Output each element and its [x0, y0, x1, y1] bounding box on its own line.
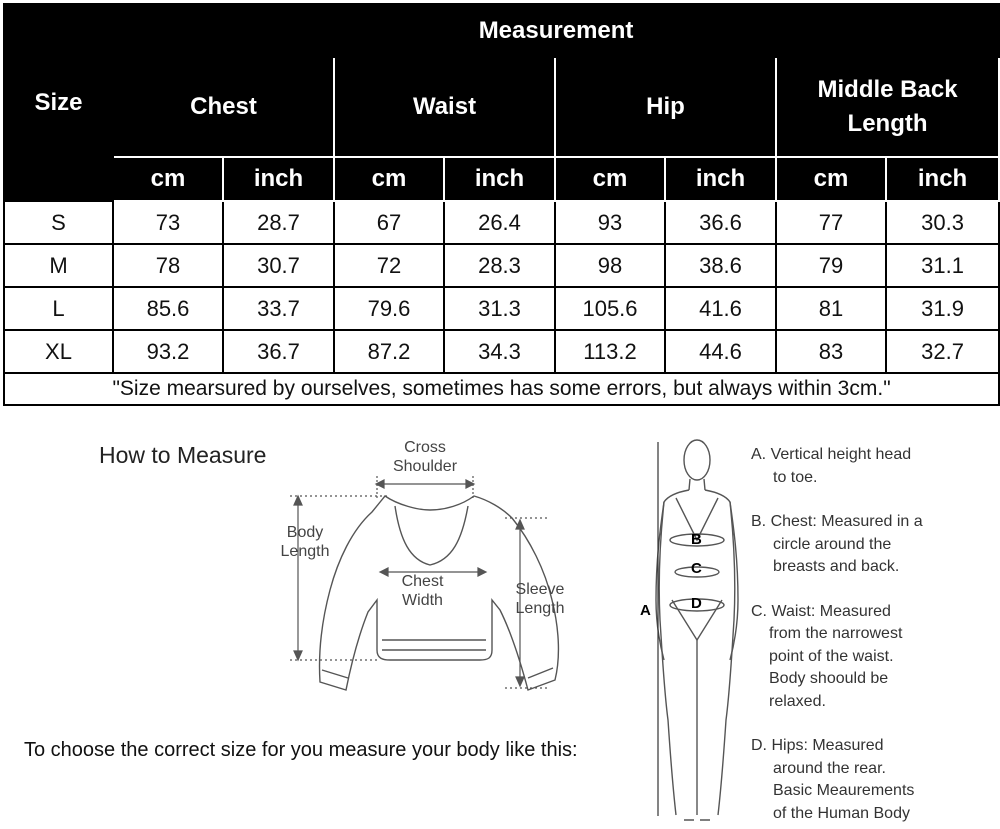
value-cell: 78 — [113, 244, 223, 287]
value-cell: 41.6 — [665, 287, 776, 330]
size-cell: XL — [4, 330, 113, 373]
legend-text: of the Human Body — [773, 804, 910, 822]
unit-inch-header: inch — [223, 157, 334, 201]
legend-text: Body shoould be — [769, 670, 889, 687]
chest-width-label: Chest Width — [401, 573, 444, 609]
figure-inner-legs — [684, 640, 710, 820]
value-cell: 67 — [334, 201, 444, 244]
unit-cm-header: cm — [776, 157, 886, 201]
value-cell: 73 — [113, 201, 223, 244]
value-cell: 31.3 — [444, 287, 555, 330]
body-length-label: Body Length — [280, 524, 330, 560]
legend-item-b — [751, 511, 996, 579]
value-cell: 93 — [555, 201, 665, 244]
value-cell: 31.1 — [886, 244, 999, 287]
value-cell: 34.3 — [444, 330, 555, 373]
how-to-measure-title: How to Measure — [99, 442, 267, 468]
unit-cm-header: cm — [113, 157, 223, 201]
sleeve-length-label: Sleeve Length — [515, 581, 565, 617]
value-cell: 30.3 — [886, 201, 999, 244]
legend-item-c — [751, 601, 996, 714]
size-cell: L — [4, 287, 113, 330]
chest-header: Chest — [113, 57, 334, 157]
value-cell: 28.7 — [223, 201, 334, 244]
value-cell: 26.4 — [444, 201, 555, 244]
legend-item-d — [751, 735, 996, 825]
value-cell: 79 — [776, 244, 886, 287]
value-cell: 32.7 — [886, 330, 999, 373]
legend-text: Vertical height head — [770, 446, 912, 463]
marker-c: C — [691, 560, 702, 577]
legend-text: from the narrowest — [769, 625, 903, 642]
middle-back-length-label: Middle Back Length — [817, 76, 958, 137]
hip-header: Hip — [555, 57, 776, 157]
value-cell: 93.2 — [113, 330, 223, 373]
waist-header: Waist — [334, 57, 555, 157]
value-cell: 38.6 — [665, 244, 776, 287]
measurement-header: Measurement — [113, 4, 999, 57]
value-cell: 44.6 — [665, 330, 776, 373]
legend-text: around the rear. — [773, 759, 886, 777]
unit-inch-header: inch — [444, 157, 555, 201]
value-cell: 81 — [776, 287, 886, 330]
measurement-note: "Size mearsured by ourselves, sometimes has some errors, but always within 3cm." — [4, 373, 999, 405]
legend-letter: A. — [751, 446, 767, 463]
value-cell: 105.6 — [555, 287, 665, 330]
legend-text: Waist: Measured — [771, 602, 891, 620]
unit-inch-header: inch — [886, 157, 999, 201]
value-cell: 113.2 — [555, 330, 665, 373]
figure-head — [684, 440, 710, 480]
value-cell: 77 — [776, 201, 886, 244]
legend-item-a — [751, 444, 996, 489]
legend-text: relaxed. — [769, 692, 826, 710]
marker-a: A — [640, 602, 651, 619]
value-cell: 85.6 — [113, 287, 223, 330]
value-cell: 87.2 — [334, 330, 444, 373]
legend-text: to toe. — [773, 468, 818, 486]
value-cell: 98 — [555, 244, 665, 287]
value-cell: 36.7 — [223, 330, 334, 373]
legend-letter: B. — [751, 513, 767, 530]
cross-shoulder-label: Cross Shoulder — [392, 439, 458, 475]
unit-cm-header: cm — [334, 157, 444, 201]
value-cell: 79.6 — [334, 287, 444, 330]
figure-right-arm — [730, 502, 738, 660]
legend-letter: C. — [751, 602, 767, 620]
measurement-legend — [751, 444, 996, 825]
unit-cm-header: cm — [555, 157, 665, 201]
size-cell: M — [4, 244, 113, 287]
size-cell: S — [4, 201, 113, 244]
value-cell: 72 — [334, 244, 444, 287]
legend-text: Chest: Measured in a — [770, 513, 923, 530]
size-header: Size — [4, 4, 113, 201]
legend-text: point of the waist. — [769, 647, 894, 665]
legend-text: breasts and back. — [773, 558, 900, 575]
value-cell: 36.6 — [665, 201, 776, 244]
value-cell: 33.7 — [223, 287, 334, 330]
marker-b: B — [691, 531, 702, 548]
value-cell: 28.3 — [444, 244, 555, 287]
value-cell: 83 — [776, 330, 886, 373]
unit-inch-header: inch — [665, 157, 776, 201]
instruction-text: To choose the correct size for you measure your body like this: — [24, 739, 578, 761]
legend-text: Basic Meaurements — [773, 782, 915, 799]
legend-text: circle around the — [773, 535, 892, 553]
marker-d: D — [691, 595, 702, 612]
figure-left-arm — [656, 502, 664, 660]
legend-letter: D. — [751, 737, 767, 754]
value-cell: 31.9 — [886, 287, 999, 330]
legend-text: Hips: Measured — [771, 737, 884, 754]
value-cell: 30.7 — [223, 244, 334, 287]
